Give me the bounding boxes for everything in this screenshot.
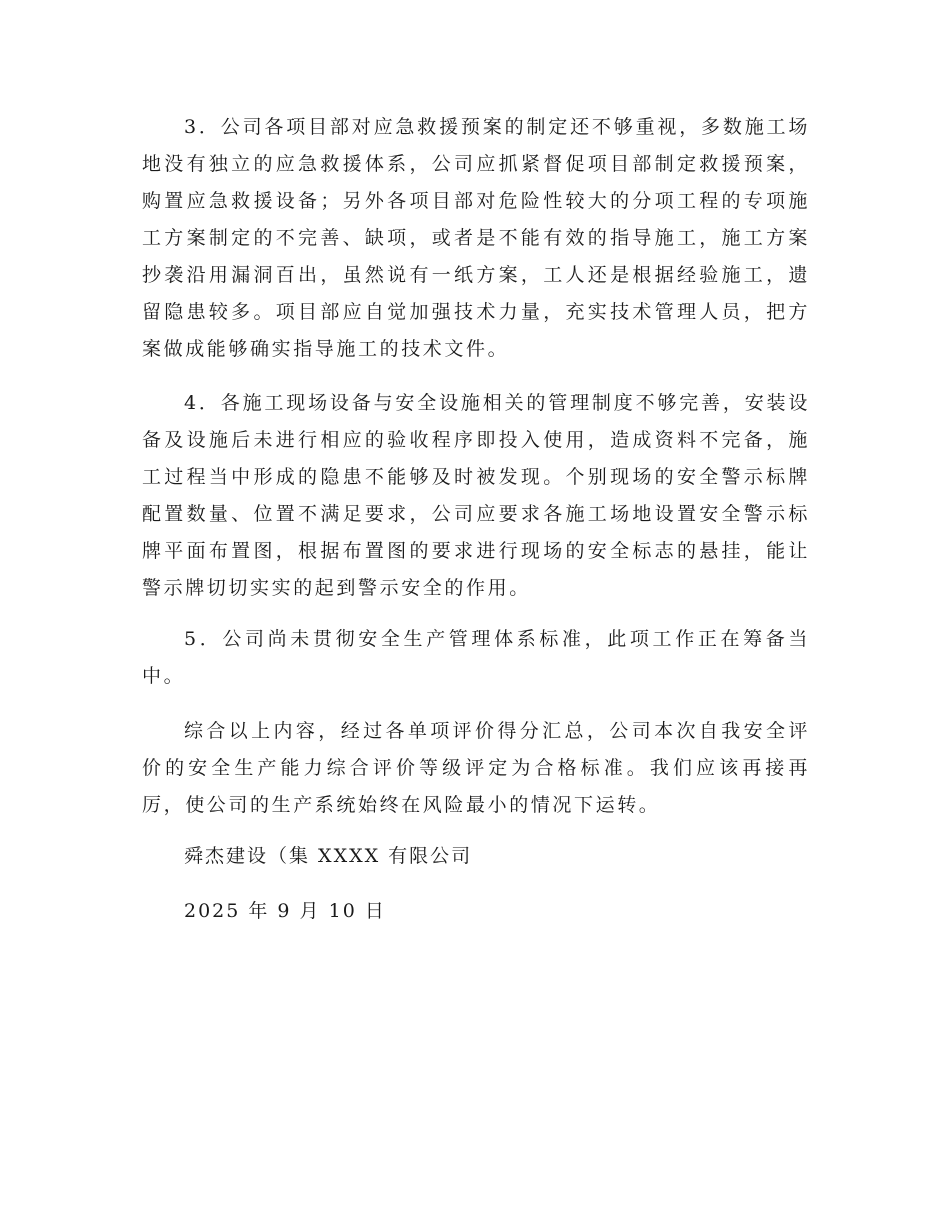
paragraph-text: 综合以上内容，经过各单项评价得分汇总，公司本次自我安全评价的安全生产能力综合评价等级评定为合格标准。我们应该再接再厉，使公司的生产系统始终在风险最小的情况下运转。 xyxy=(142,720,810,816)
paragraph-item-3 xyxy=(142,109,810,368)
paragraph-item-5 xyxy=(142,621,810,695)
signature-date: 2025 年 9 月 10 日 xyxy=(184,900,386,922)
paragraph-item-4 xyxy=(142,385,810,607)
paragraph-text: 3．公司各项目部对应急救援预案的制定还不够重视，多数施工场地没有独立的应急救援体系，公司应抓紧督促项目部制定救援预案，购置应急救援设备；另外各项目部对危险性较大的分项工程的专项施工方案制定的不完善、缺项，或者是不能有效的指导施工，施工方案抄袭沿用漏洞百出，虽然说有一纸方案，工人还是根据经验施工，遗留隐患较多。项目部应自觉加强技术力量，充实技术管理人员，把方案做成能够确实指导施工的技术文件。 xyxy=(142,116,810,360)
paragraph-text: 4．各施工现场设备与安全设施相关的管理制度不够完善，安装设备及设施后未进行相应的验收程序即投入使用，造成资料不完备，施工过程当中形成的隐患不能够及时被发现。个别现场的安全警示标牌配置数量、位置不满足要求，公司应要求各施工场地设置安全警示标牌平面布置图，根据布置图的要求进行现场的安全标志的悬挂，能让警示牌切切实实的起到警示安全的作用。 xyxy=(142,392,810,599)
paragraph-summary xyxy=(142,713,810,824)
paragraph-text: 5．公司尚未贯彻安全生产管理体系标准，此项工作正在筹备当中。 xyxy=(142,628,810,687)
signature-company: 舜杰建设（集 XXXX 有限公司 xyxy=(184,845,473,867)
